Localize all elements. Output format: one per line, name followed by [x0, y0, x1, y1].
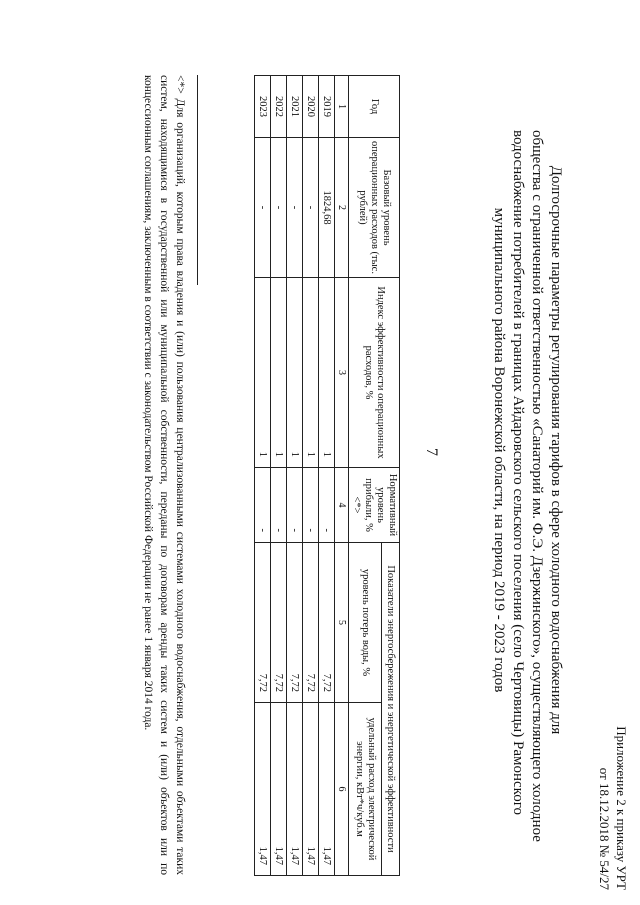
table-row: [255, 76, 271, 876]
cell-year: 2021: [287, 76, 303, 138]
cell-base-level: -: [255, 138, 271, 278]
cell-water-loss: 7,72: [255, 543, 271, 703]
cell-water-loss: 7,72: [271, 543, 287, 703]
column-index: 3: [335, 278, 349, 468]
cell-year: 2020: [303, 76, 319, 138]
cell-water-loss: 7,72: [303, 543, 319, 703]
cell-water-loss: 7,72: [287, 543, 303, 703]
tariff-parameters-table: [254, 75, 400, 876]
appendix-reference: [596, 660, 630, 890]
table-row: [287, 76, 303, 876]
appendix-line-2: от 18.12.2018 № 54/27: [597, 767, 612, 890]
cell-electricity: 1,47: [271, 703, 287, 876]
cell-year: 2022: [271, 76, 287, 138]
cell-electricity: 1,47: [287, 703, 303, 876]
cell-base-level: -: [303, 138, 319, 278]
document-title: [489, 130, 565, 842]
header-energy-group: Показатели энергосбережения и энергетической эффективности: [381, 543, 399, 876]
header-water-loss: уровень потерь воды, %: [349, 543, 382, 703]
cell-profit-level: -: [319, 468, 335, 543]
cell-efficiency-index: 1: [319, 278, 335, 468]
title-line: муниципального района Воронежской области, на период 2019 - 2023 годов: [491, 207, 507, 693]
cell-electricity: 1,47: [319, 703, 335, 876]
title-line: общества с ограниченной ответственностью «Санаторий им. Ф.Э. Дзержинского», осуществляющего холодное: [529, 130, 545, 842]
cell-efficiency-index: 1: [255, 278, 271, 468]
cell-base-level: -: [271, 138, 287, 278]
cell-electricity: 1,47: [303, 703, 319, 876]
appendix-line-1: Приложение 2 к приказу УРТ: [614, 726, 629, 890]
cell-electricity: 1,47: [255, 703, 271, 876]
column-index: 2: [335, 138, 349, 278]
column-index: 4: [335, 468, 349, 543]
header-efficiency-index: Индекс эффективности операционных расходов, %: [349, 278, 400, 468]
cell-profit-level: -: [303, 468, 319, 543]
cell-efficiency-index: 1: [271, 278, 287, 468]
column-index: 1: [335, 76, 349, 138]
cell-efficiency-index: 1: [287, 278, 303, 468]
cell-base-level: 1824,68: [319, 138, 335, 278]
title-line: водоснабжение потребителей в границах Айдаровского сельского поселения (село Чертовицы) Рамонского: [510, 130, 526, 815]
column-index-row: [335, 76, 349, 876]
header-year: Год: [349, 76, 400, 138]
page-number: 7: [423, 448, 440, 456]
cell-water-loss: 7,72: [319, 543, 335, 703]
cell-year: 2019: [319, 76, 335, 138]
table-row: [303, 76, 319, 876]
table-row: [271, 76, 287, 876]
header-profit-level: Нормативный уровень прибыли, % <*>: [349, 468, 400, 543]
cell-base-level: -: [287, 138, 303, 278]
cell-profit-level: -: [271, 468, 287, 543]
title-line: Долгосрочные параметры регулирования тарифов в сфере холодного водоснабжения для: [548, 165, 564, 735]
table-row: [319, 76, 335, 876]
column-index: 5: [335, 543, 349, 703]
cell-profit-level: -: [287, 468, 303, 543]
footnote-divider: [197, 75, 198, 285]
cell-efficiency-index: 1: [303, 278, 319, 468]
cell-profit-level: -: [255, 468, 271, 543]
cell-year: 2023: [255, 76, 271, 138]
footnote-text: <*> Для организаций, которым права владения и (или) пользования централизованными системами холодного водоснабжения, отдельными объектами таких систем, находящимися в государственной или муниципальной собственности, переданы по договорам аренды таких систем и (или) объектов или по концессионным соглашениям, заключенным в соответствии с законодательством Российской Федерации не ранее 1 января 2014 года.: [142, 75, 186, 875]
header-electricity: удельный расход электрической энергии, кВт*ч/куб.м: [349, 703, 382, 876]
header-base-level: Базовый уровень операционных расходов (тыс. рублей): [349, 138, 400, 278]
column-index: 6: [335, 703, 349, 876]
